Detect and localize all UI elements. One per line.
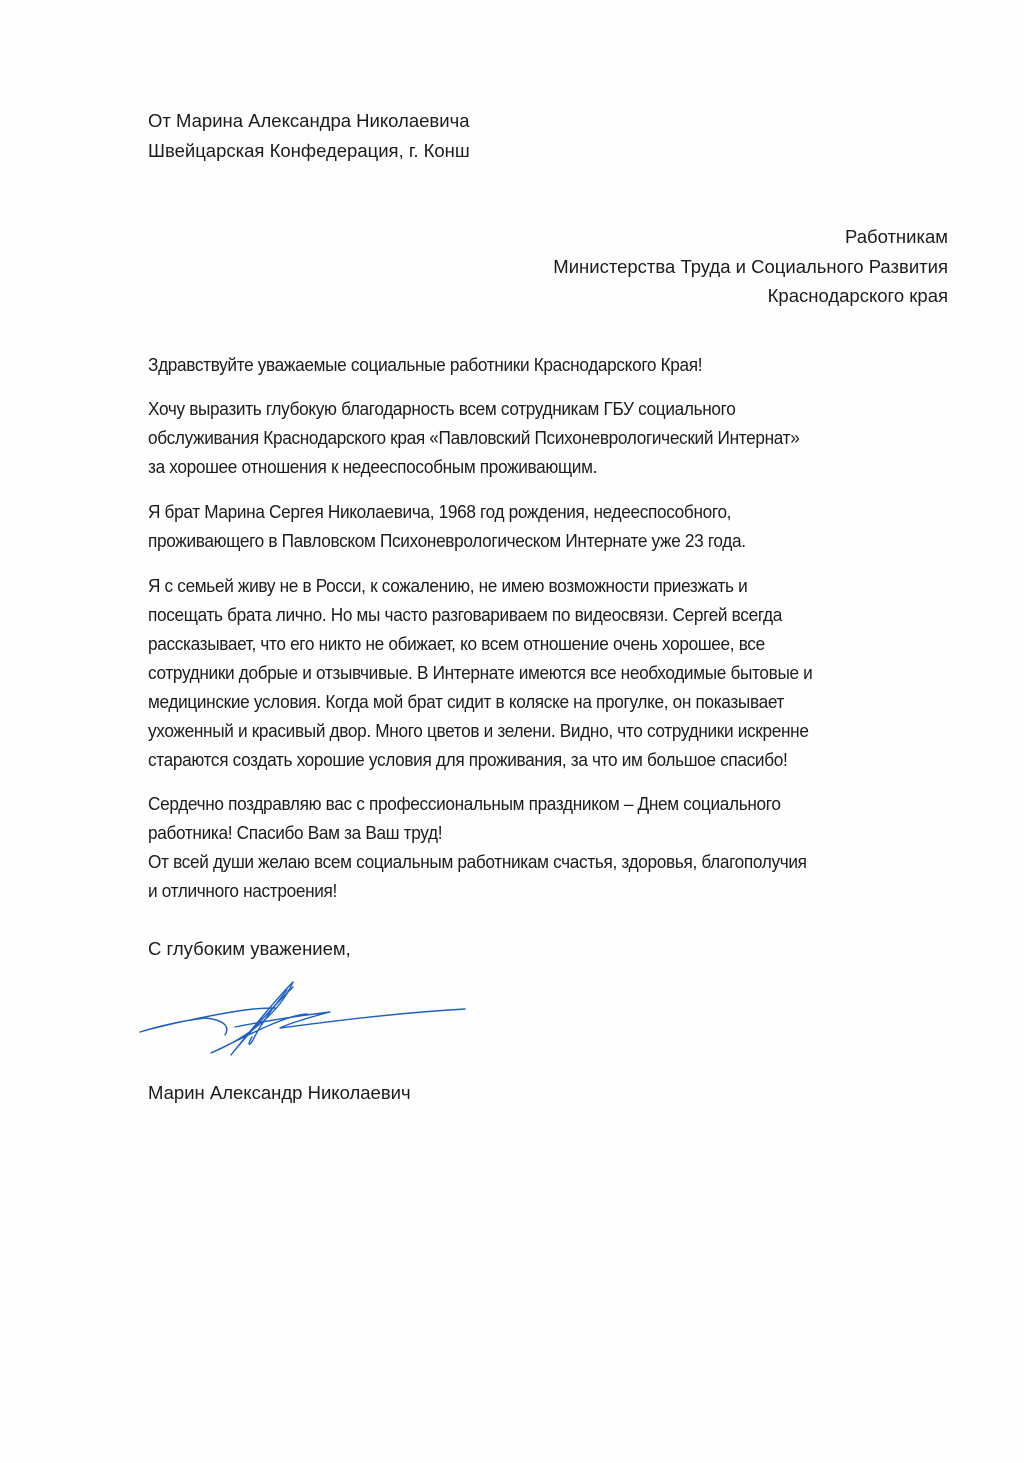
paragraph-4-line-1: Сердечно поздравляю вас с профессиональным праздником – Днем социального <box>148 793 781 814</box>
paragraph-3-line-1: Я с семьей живу не в Росси, к сожалению, не имею возможности приезжать и <box>148 575 748 596</box>
paragraph-3-line-7: стараются создать хорошие условия для проживания, за что им большое спасибо! <box>148 749 788 770</box>
paragraph-4-line-3: От всей души желаю всем социальным работникам счастья, здоровья, благополучия <box>148 851 807 872</box>
signer-name: Марин Александр Николаевич <box>148 1082 411 1103</box>
recipient-line-1: Работникам <box>844 226 948 247</box>
sender-location: Швейцарская Конфедерация, г. Конш <box>148 140 470 161</box>
paragraph-2-line-1: Я брат Марина Сергея Николаевича, 1968 год рождения, недееспособного, <box>148 501 732 522</box>
paragraph-3-line-5: медицинские условия. Когда мой брат сидит в коляске на прогулке, он показывает <box>148 691 785 712</box>
closing: С глубоким уважением, <box>148 938 351 959</box>
recipient-line-2: Министерства Труда и Социального Развития <box>553 256 948 277</box>
paragraph-1-line-1: Хочу выразить глубокую благодарность всем сотрудникам ГБУ социального <box>148 398 736 419</box>
paragraph-4-line-2: работника! Спасибо Вам за Ваш труд! <box>148 822 443 843</box>
greeting: Здравствуйте уважаемые социальные работники Краснодарского Края! <box>148 354 703 375</box>
paragraph-3-line-6: ухоженный и красивый двор. Много цветов и зелени. Видно, что сотрудники искренне <box>148 720 809 741</box>
paragraph-3-line-3: рассказывает, что его никто не обижает, ко всем отношение очень хорошее, все <box>148 633 765 654</box>
paragraph-1-line-2: обслуживания Краснодарского края «Павловский Психоневрологический Интернат» <box>148 427 800 448</box>
recipient-line-3: Краснодарского края <box>767 285 948 306</box>
sender-name: От Марина Александра Николаевича <box>148 110 470 131</box>
paragraph-3-line-2: посещать брата лично. Но мы часто разговариваем по видеосвязи. Сергей всегда <box>148 604 782 625</box>
signature-icon <box>135 975 475 1070</box>
paragraph-3-line-4: сотрудники добрые и отзывчивые. В Интернате имеются все необходимые бытовые и <box>148 662 813 683</box>
paragraph-1-line-3: за хорошее отношения к недееспособным проживающим. <box>148 456 598 477</box>
paragraph-2-line-2: проживающего в Павловском Психоневрологическом Интернате уже 23 года. <box>148 530 746 551</box>
paragraph-4-line-4: и отличного настроения! <box>148 880 338 901</box>
